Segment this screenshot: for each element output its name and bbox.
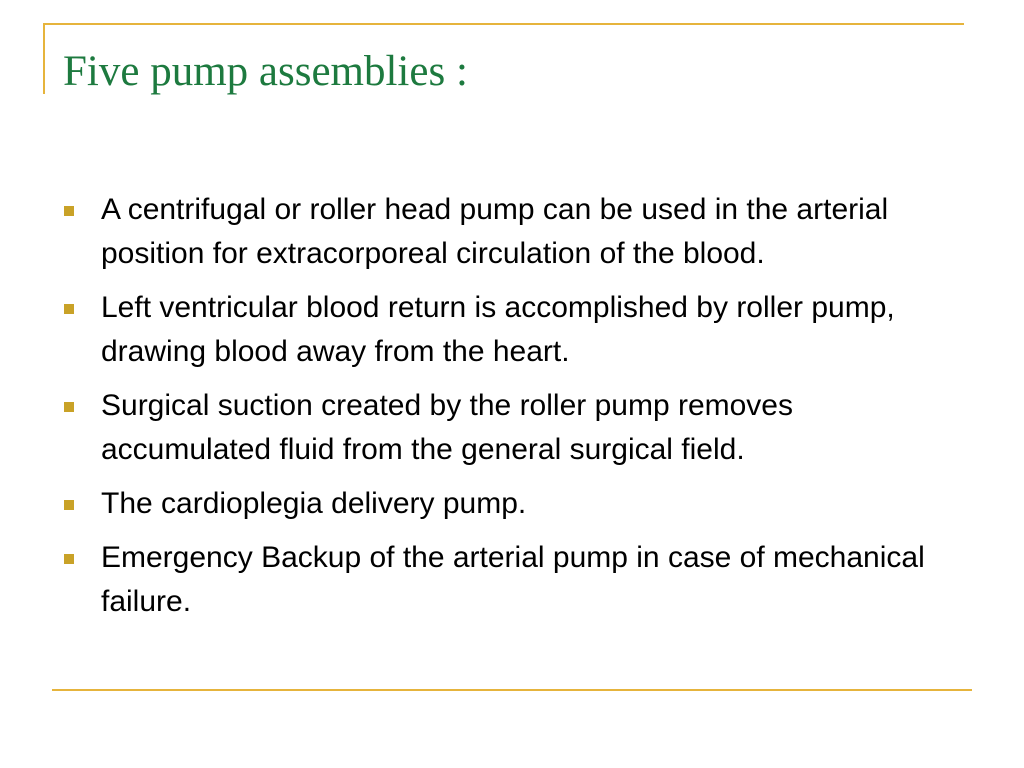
bullet-item	[64, 536, 964, 624]
square-bullet-icon	[64, 500, 74, 510]
square-bullet-icon	[64, 554, 74, 564]
frame-left-rule	[43, 23, 45, 94]
bullet-text: Surgical suction created by the roller pump removes accumulated fluid from the general surgical field.	[101, 389, 793, 466]
square-bullet-icon	[64, 304, 74, 314]
bullet-text: A centrifugal or roller head pump can be used in the arterial position for extracorporeal circulation of the blood.	[101, 193, 889, 270]
frame-bottom-rule	[52, 689, 972, 691]
bullet-item	[64, 482, 964, 526]
frame-top-rule	[43, 23, 964, 25]
bullet-text: The cardioplegia delivery pump.	[101, 487, 527, 520]
square-bullet-icon	[64, 402, 74, 412]
bullet-text: Left ventricular blood return is accomplished by roller pump, drawing blood away from the heart.	[101, 291, 895, 368]
square-bullet-icon	[64, 206, 74, 216]
bullet-text: Emergency Backup of the arterial pump in case of mechanical failure.	[101, 541, 925, 618]
bullet-item	[64, 286, 964, 374]
slide-title: Five pump assemblies :	[63, 48, 468, 95]
bullet-item	[64, 188, 964, 276]
bullet-item	[64, 384, 964, 472]
bullet-list	[64, 188, 964, 634]
